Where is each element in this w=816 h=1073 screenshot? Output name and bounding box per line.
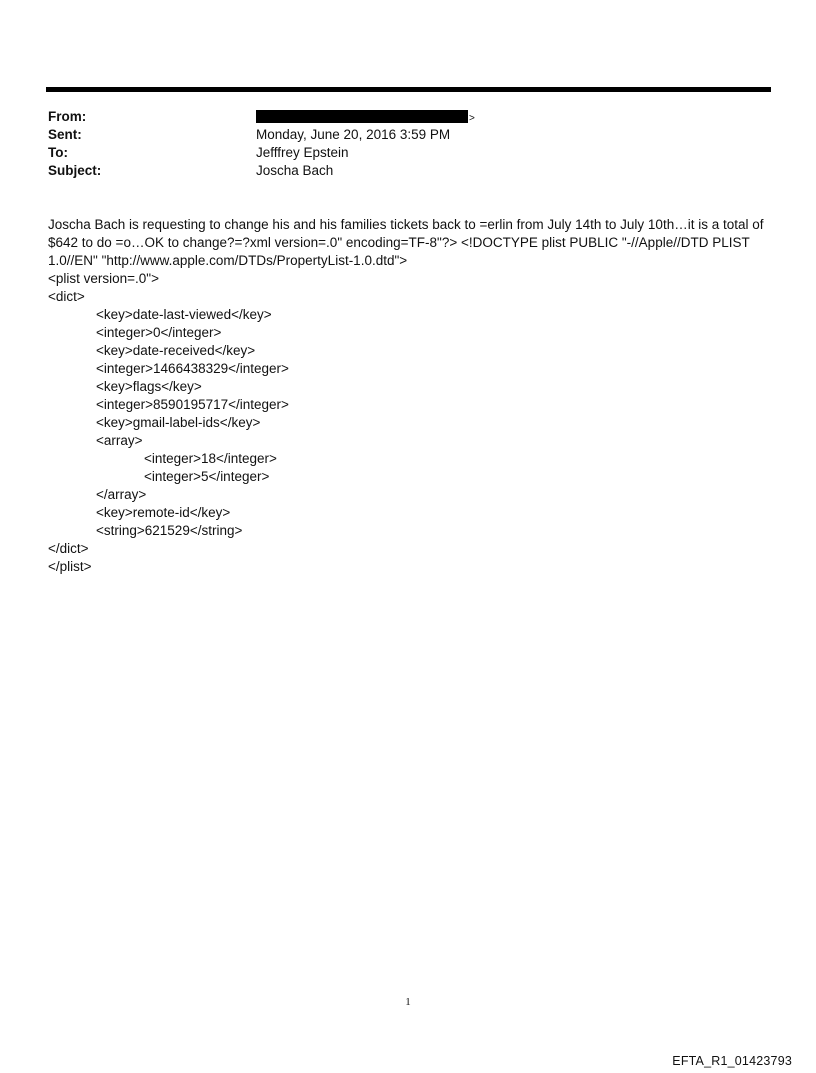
to-row [48,144,748,162]
plist-line: <integer>18</integer> [144,451,277,466]
subject-label: Subject: [48,163,102,178]
plist-line: <dict> [48,289,85,304]
plist-line: <array> [96,433,143,448]
plist-line: <string>621529</string> [96,523,243,538]
plist-line: <integer>0</integer> [96,325,222,340]
to-value: Jefffrey Epstein [256,145,349,160]
document-id: EFTA_R1_01423793 [672,1054,792,1068]
page-number: 1 [405,996,411,1008]
from-value-tail: > [469,113,475,124]
plist-line: </dict> [48,541,89,556]
header-rule [46,87,771,92]
subject-row [48,162,748,180]
plist-line: </plist> [48,559,92,574]
plist-line: <key>date-received</key> [96,343,256,358]
from-label: From: [48,109,87,124]
plist-line: <integer>5</integer> [144,469,270,484]
redaction-box [256,110,468,123]
sent-value: Monday, June 20, 2016 3:59 PM [256,127,451,142]
sent-row [48,126,748,144]
email-body [48,216,768,576]
plist-line: <plist version=.0"> [48,271,159,286]
plist-line: <integer>8590195717</integer> [96,397,289,412]
body-paragraph: Joscha Bach is requesting to change his and his families tickets back to =erlin from July 14th to July 10th…it is a total of $642 to do =o…OK to change?=?xml version=.0" encoding=TF-8"?> <!DOCTYPE plist PUBLIC "-//Apple//DTD PLIST 1.0//EN" "http://www.apple.com/DTDs/PropertyList-1.0.dtd"> [48,217,764,268]
sent-label: Sent: [48,127,82,142]
subject-value: Joscha Bach [256,163,334,178]
plist-line: <key>remote-id</key> [96,505,231,520]
from-value [256,108,475,128]
from-row [48,108,748,126]
plist-line: </array> [96,487,147,502]
plist-line: <key>flags</key> [96,379,202,394]
email-header [48,108,748,180]
plist-line: <key>date-last-viewed</key> [96,307,272,322]
to-label: To: [48,145,68,160]
plist-line: <key>gmail-label-ids</key> [96,415,261,430]
plist-line: <integer>1466438329</integer> [96,361,289,376]
